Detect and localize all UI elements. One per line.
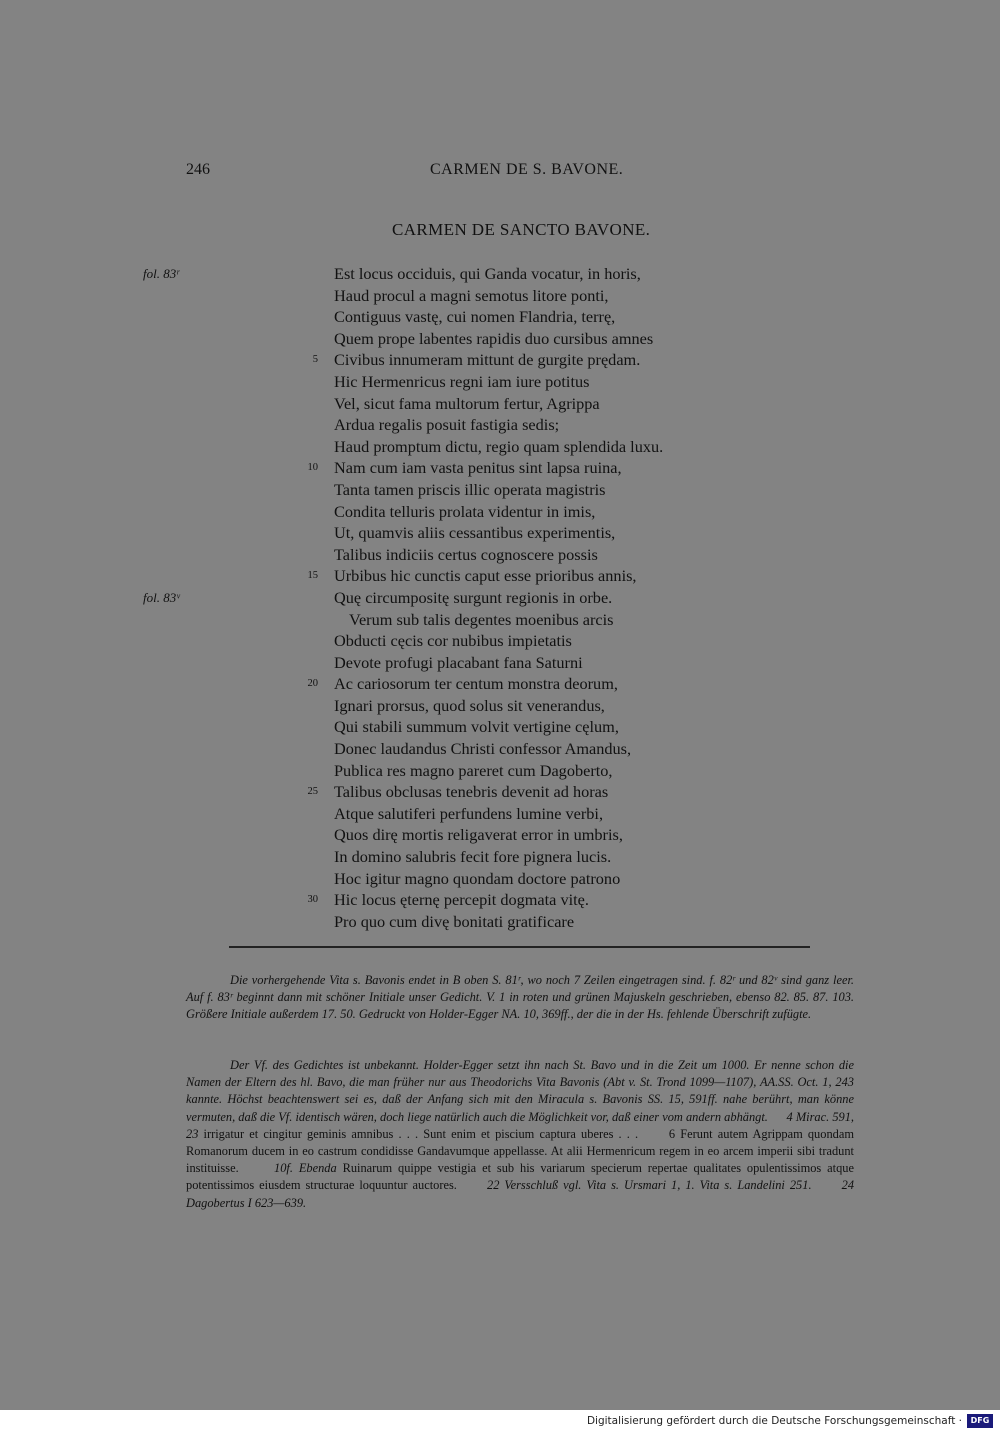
verse-text: Talibus indiciis certus cognoscere possis [334, 544, 598, 564]
line-number: 5 [312, 354, 318, 366]
poem-title: CARMEN DE SANCTO BAVONE. [392, 220, 651, 239]
verse-text: Civibus innumeram mittunt de gurgite prędam. [334, 350, 641, 370]
verse-text: Vel, sicut fama multorum fertur, Agrippa [334, 393, 600, 413]
verse-text: Haud procul a magni semotus litore ponti, [334, 285, 609, 305]
verse-text: Hic Hermenricus regni iam iure potitus [334, 371, 590, 391]
verse-text: Nam cum iam vasta penitus sint lapsa ruina, [334, 458, 622, 478]
verse-text: Verum sub talis degentes moenibus arcis [349, 609, 614, 629]
verse-text: Publica res magno pareret cum Dagoberto, [334, 760, 613, 780]
folio-marker: fol. 83ʳ [143, 266, 180, 281]
verse-line [0, 544, 1000, 566]
verse-line [0, 760, 1000, 782]
verse-text: Quę circumpositę surgunt regionis in orbe. [334, 587, 613, 607]
verse-text: Quos dirę mortis religaverat error in umbris, [334, 825, 623, 845]
verse-line [0, 824, 1000, 846]
verse-line [0, 911, 1000, 933]
commentary-note [186, 1057, 854, 1212]
footer-bar [0, 1410, 1000, 1434]
line-number: 30 [307, 894, 318, 906]
verse-line [0, 522, 1000, 544]
verse-line [0, 738, 1000, 760]
apparatus-text: Die vorhergehende Vita s. Bavonis endet in B oben S. 81ʳ, wo noch 7 Zeilen eingetragen sind. f. 82ʳ und 82ᵛ sind ganz leer. Auf f. 83ʳ beginnt dann mit schöner Initiale unser Gedicht. V. 1 in roten und grünen Majuskeln geschrieben, ebenso 82. 85. 87. 103. Größere Initiale außerdem 17. 50. Gedruckt von Holder-Egger NA. 10, 369ff., der die in der Hs. fehlende Überschrift zufügte. [186, 973, 854, 1022]
verse-line [0, 652, 1000, 674]
running-head [186, 161, 854, 181]
note-24: 24 Dagobertus I 623—639. [186, 1178, 855, 1210]
verse-line [0, 306, 1000, 328]
verse-line [0, 479, 1000, 501]
verse-line [0, 846, 1000, 868]
verse-text: Devote profugi placabant fana Saturni [334, 652, 583, 672]
verse-line [0, 393, 1000, 415]
note-6-label: 6 [668, 1126, 676, 1141]
verse-line [0, 587, 1000, 609]
verse-text: Qui stabili summum volvit vertigine cęlum, [334, 717, 619, 737]
verse-line [0, 889, 1000, 911]
verse-text: Atque salutiferi perfundens lumine verbi, [334, 803, 604, 823]
verse-text: Haud promptum dictu, regio quam splendida luxu. [334, 436, 664, 456]
verse-text: Ut, quamvis aliis cessantibus experimentis, [334, 523, 616, 543]
verse-line [0, 436, 1000, 458]
verse-line [0, 803, 1000, 825]
verse-text: Talibus obclusas tenebris devenit ad horas [334, 782, 609, 802]
verse-text: Ardua regalis posuit fastigia sedis; [334, 415, 560, 435]
line-number: 15 [307, 570, 318, 582]
line-number: 25 [307, 786, 318, 798]
funding-notice: Digitalisierung gefördert durch die Deutsche Forschungsgemeinschaft · [586, 1415, 962, 1427]
page-number: 246 [186, 161, 210, 178]
footnote-rule [229, 946, 810, 948]
verse-text: Condita telluris prolata videntur in imis, [334, 501, 596, 521]
verse-line [0, 263, 1000, 285]
verse-line [0, 371, 1000, 393]
verse-line [0, 328, 1000, 350]
note-6-text: Ferunt autem Agrippam quondam Romanorum ducem in eo castrum condidisse Gandavumque appellasse. At alii Hermenricum regem in eo arcem imperii sibi tradunt instituisse. [186, 1126, 854, 1176]
folio-marker: fol. 83ᵛ [143, 589, 180, 605]
line-number: 20 [307, 678, 318, 690]
note-4-text: irrigatur et cingitur geminis amnibus . . . Sunt enim et piscium captura uberes . . . [203, 1126, 639, 1141]
verse-line [0, 781, 1000, 803]
verse-text: Hic locus ęternę percepit dogmata vitę. [334, 890, 589, 910]
verse-line [0, 695, 1000, 717]
verse-line [0, 285, 1000, 307]
note-10-label: 10f. Ebenda [274, 1161, 337, 1176]
commentary-paragraph [186, 1057, 854, 1212]
verse-line [0, 868, 1000, 890]
verse-text: Donec laudandus Christi confessor Amandus, [334, 739, 632, 759]
verse-text: Est locus occiduis, qui Ganda vocatur, in horis, [334, 264, 641, 283]
verse-text: Pro quo cum divę bonitati gratificare [334, 911, 575, 931]
note-10-text: Ruinarum quippe vestigia et sub his variarum specierum repertae qualitates opulentissimos atque potentissimos eiusdem structurae loquuntur auctores. [186, 1161, 854, 1193]
verse-line [0, 501, 1000, 523]
verse-line [0, 673, 1000, 695]
commentary-intro: Der Vf. des Gedichtes ist unbekannt. Holder-Egger setzt ihn nach St. Bavo und in die Zeit um 1000. Er nenne schon die Namen der Eltern des hl. Bavo, die man früher nur aus Theodorichs Vita Bavonis (Abt v. St. Trond 1099—1107), AA.SS. Oct. 1, 243 kannte. Höchst beachtenswert sei es, daß der Anfang sich mit den Miracula s. Bavonis SS. 15, 591ff. nahe berührt, man könne vermuten, daß die Vf. identisch wären, doch liege natürlich auch die Möglichkeit vor, daß einer vom andern abhängt. [186, 1058, 854, 1124]
verse-line [0, 716, 1000, 738]
note-22: 22 Versschluß vgl. Vita s. Ursmari 1, 1. Vita s. Landelini 251. [487, 1178, 812, 1193]
dfg-logo: DFG [967, 1414, 993, 1428]
verse-text: Ac cariosorum ter centum monstra deorum, [334, 674, 618, 694]
line-number: 10 [307, 462, 318, 474]
verse-line [0, 565, 1000, 587]
verse-line [0, 414, 1000, 436]
verse-text: Tanta tamen priscis illic operata magistris [334, 479, 606, 499]
verse-text: In domino salubris fecit fore pignera lucis. [334, 847, 612, 867]
verse-text: Ignari prorsus, quod solus sit venerandus, [334, 695, 605, 715]
verse-text: Urbibus hic cunctis caput esse prioribus annis, [334, 566, 637, 586]
verse-text: Contiguus vastę, cui nomen Flandria, terrę, [334, 307, 616, 327]
verse-line [0, 349, 1000, 371]
verse-line [0, 457, 1000, 479]
apparatus-note [186, 972, 854, 1024]
note-4-label: 4 Mirac. 591, 23 [186, 1109, 855, 1141]
running-title: CARMEN DE S. BAVONE. [430, 161, 624, 178]
verse-text: Quem prope labentes rapidis duo cursibus amnes [334, 328, 654, 348]
verse-line [0, 609, 1000, 631]
poem-body [0, 263, 1000, 932]
verse-text: Hoc igitur magno quondam doctore patrono [334, 868, 621, 888]
verse-text: Obducti cęcis cor nubibus impietatis [334, 631, 572, 651]
verse-line [0, 630, 1000, 652]
